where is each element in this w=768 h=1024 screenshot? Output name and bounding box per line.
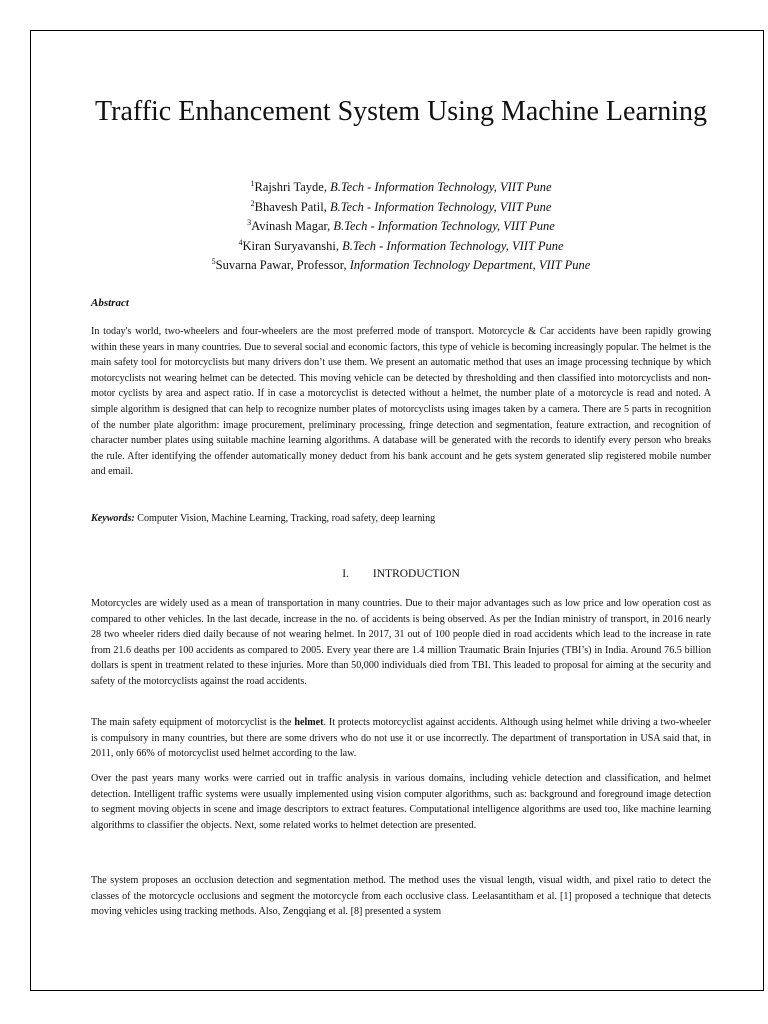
keywords-text: Computer Vision, Machine Learning, Tracking, road safety, deep learning	[134, 513, 436, 524]
abstract-paragraph: In today's world, two-wheelers and four-wheelers are the most preferred mode of transport. Motorcycle & Car accidents have been rapidly growing within these years in many countries. Due to several social and economic factors, this type of vehicle is becoming increasingly popular. The helmet is the main safety tool for motorcyclists but many drivers don’t use them. We present an automatic method that uses an image processing technique by which motorcyclists not wearing helmet can be detected. This moving vehicle can be detected by thresholding and then classified into motorcyclists and non-motor cyclists by area and aspect ratio. If in case a motorcyclist is detected without a helmet, the number plate of a motorcycle is read and noted. A simple algorithm is designed that can help to recognize number plates of motorcyclists using images taken by a camera. There are 5 parts in recognition of the number plate algorithm: image procurement, preliminary processing, fringe detection and segmentation, feature extraction, and recognition of character number plates using suitable machine learning algorithms. A database will be generated with the records to identify every person who breaks the rule. After identifying the offender automatically money deduct from his bank account and he gets system generated slip registered mobile number and email.	[91, 326, 711, 478]
abstract-heading: Abstract	[91, 297, 129, 309]
page-frame	[30, 30, 764, 991]
paper-title: Traffic Enhancement System Using Machine Learning	[95, 96, 707, 127]
author-line: $^2$Bhavesh Patil, B.Tech - Information Technology, VIIT Pune	[250, 198, 552, 214]
author-line: $^4$Kiran Suryavanshi, B.Tech - Information Technology, VIIT Pune	[238, 237, 564, 253]
keywords-label: Keywords:	[91, 513, 135, 524]
intro-paragraph-4: The system proposes an occlusion detection and segmentation method. The method uses the visual length, visual width, and pixel ratio to detect the classes of the motorcycle occlusions and segment the motorcycle from each occlusive class. Leelasantitham et al. [1] proposed a technique that detects moving vehicles using tracking methods. Also, Zengqiang et al. [8] presented a system	[91, 875, 711, 918]
section-heading	[91, 566, 711, 582]
section-number: I.	[342, 568, 349, 580]
helmet-emphasis: helmet	[294, 717, 324, 728]
author-line: $^3$Avinash Magar, B.Tech - Information Technology, VIIT Pune	[247, 218, 555, 234]
intro-paragraph-2: The main safety equipment of motorcyclist is the helmet. It protects motorcyclist against accidents. Although using helmet while driving a two-wheeler is compulsory in many countries, but there are some drivers who do not use it or use incorrectly. The department of transportation in USA said that, in 2011, only 66% of motorcyclist used helmet according to the law.	[91, 717, 712, 760]
author-line: $^1$Rajshri Tayde, B.Tech - Information Technology, VIIT Pune	[250, 178, 552, 194]
author-list	[91, 178, 711, 276]
intro-paragraph-1: Motorcycles are widely used as a mean of transportation in many countries. Due to their major advantages such as low price and low operation cost as compared to other vehicles. In the last decade, increase in the no. of accidents is being observed. As per the Indian ministry of transport, in 2016 nearly 28 two wheeler riders died daily because of not wearing helmet. In 2017, 31 out of 100 people died in road accidents which lead to the increase in rate from 21.6 deaths per 100 accidents as compared to 2005. Every year there are 1.4 million Traumatic Brain Injuries (TBI’s) in India. Around 76.5 billion dollars is spent in treatment related to these injuries. More than 50,000 individuals died from TBI. This leaded to proposal for aiming at the security and safety of the motorcyclists against the road accidents.	[91, 598, 711, 687]
intro-paragraph-3: Over the past years many works were carried out in traffic analysis in various domains, including vehicle detection and classification, and helmet detection. Intelligent traffic systems were usually implemented using vision computer algorithms, such as: background and foreground image detection to segment moving objects in scene and image descriptors to extract features. Computational intelligence algorithms are used too, like machine learning algorithms to classifier the objects. Next, some related works to helmet detection are presented.	[91, 773, 711, 831]
author-line: $^5$Suvarna Pawar, Professor, Information Technology Department, VIIT Pune	[211, 257, 591, 273]
section-title: INTRODUCTION	[372, 568, 460, 580]
keywords-line	[91, 511, 435, 527]
